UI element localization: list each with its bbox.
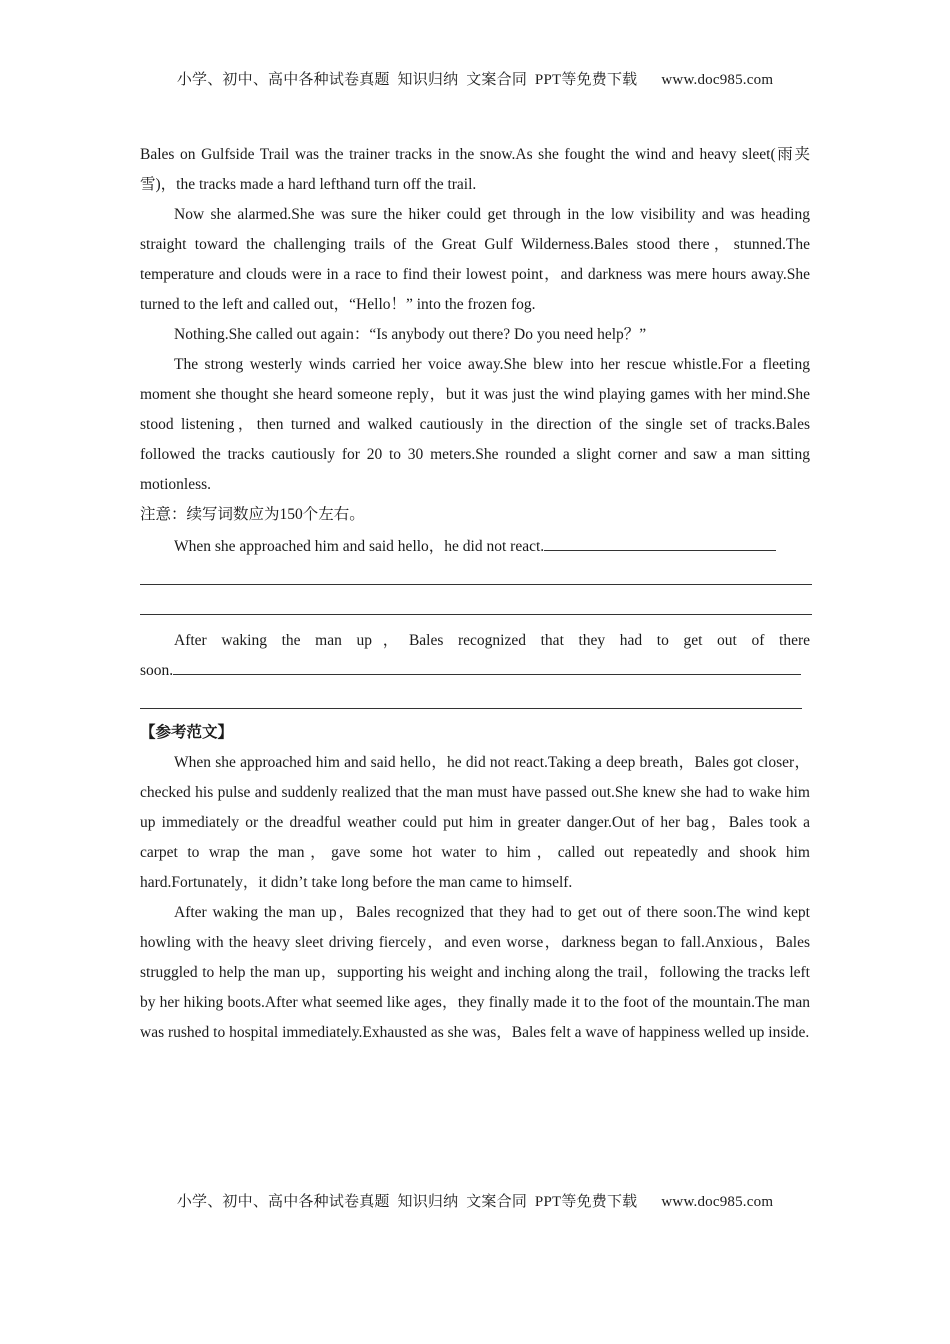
page-footer xyxy=(0,1190,950,1211)
answer-blank[interactable] xyxy=(544,536,776,551)
passage-paragraph-2: Now she alarmed.She was sure the hiker could get through in the low visibility and was heading straight toward the challenging trails of the Great Gulf Wilderness.Bales stood there，stunned.The temperature and clouds were in a race to find their lowest point，and darkness was mere hours away.She turned to the left and called out，“Hello！” into the frozen fog. xyxy=(140,206,810,313)
footer-url: www.doc985.com xyxy=(661,1194,774,1210)
answer-line[interactable] xyxy=(140,686,810,716)
footer-text: 小学、初中、高中各种试卷真题 知识归纳 文案合同 PPT等免费下载 xyxy=(176,1194,638,1210)
answer-blank[interactable] xyxy=(173,660,801,675)
answer-line[interactable] xyxy=(140,592,810,622)
reference-paragraph-1: When she approached him and said hello，he did not react.Taking a deep breath，Bales got closer，checked his pulse and suddenly realized that the man must have passed out.She knew she had to wake him up immediately or the dreadful weather could put him in greater danger.Out of her bag，Bales took a carpet to wrap the man，gave some hot water to him，called out repeatedly and shook him hard.Fortunately，it didn’t take long before the man came to himself. xyxy=(140,754,810,891)
prompt-2-end-text: soon. xyxy=(140,662,174,679)
reference-label: 【参考范文】 xyxy=(140,724,234,741)
header-text: 小学、初中、高中各种试卷真题 知识归纳 文案合同 PPT等免费下载 xyxy=(176,72,638,88)
passage-paragraph-4: The strong westerly winds carried her voice away.She blew into her rescue whistle.For a fleeting moment she thought she heard someone reply，but it was just the wind playing games with her mind.She stood listening，then turned and walked cautiously in the direction of the single set of tracks.Bales followed the tracks cautiously for 20 to 30 meters.She rounded a slight corner and saw a man sitting motionless. xyxy=(140,356,810,493)
continuation-prompt-1 xyxy=(140,532,810,562)
passage-paragraph-3: Nothing.She called out again：“Is anybody out there? Do you need help？” xyxy=(174,326,647,343)
reference-paragraph-2: After waking the man up，Bales recognized that they had to get out of there soon.The wind kept howling with the heavy sleet driving fiercely，and even worse，darkness began to fall.Anxious，Bales struggled to help the man up，supporting his weight and inching along the trail，following the tracks left by her hiking boots.After what seemed like ages，they finally made it to the foot of the mountain.The man was rushed to hospital immediately.Exhausted as she was，Bales felt a wave of happiness welled up inside. xyxy=(140,904,810,1041)
continuation-prompt-2: After waking the man up，Bales recognized that they had to get out of there xyxy=(174,632,810,649)
header-url: www.doc985.com xyxy=(661,72,774,88)
passage-paragraph-1: Bales on Gulfside Trail was the trainer tracks in the snow.As she fought the wind and heavy sleet(雨夹雪)，the tracks made a hard lefthand turn off the trail. xyxy=(140,146,810,193)
document-body xyxy=(140,140,810,1048)
prompt-1-text: When she approached him and said hello，he did not react. xyxy=(174,538,545,555)
word-count-note: 注意：续写词数应为150个左右。 xyxy=(140,506,365,523)
page-header xyxy=(0,68,950,89)
continuation-prompt-2-end xyxy=(140,656,810,686)
answer-line[interactable] xyxy=(140,562,810,592)
